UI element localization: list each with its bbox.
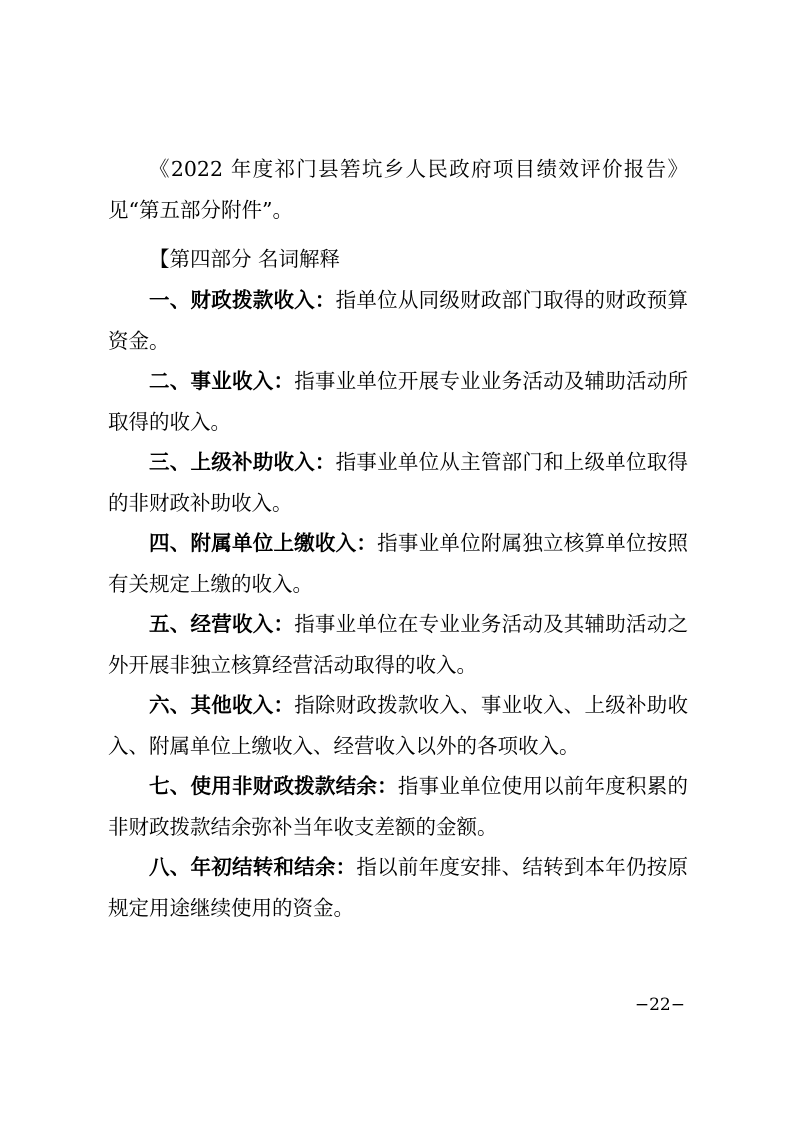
definition-8 xyxy=(108,847,688,929)
definition-desc: 指事业单位在专业业务活动及其辅助活动之外开展非独立核算经营活动取得的收入。 xyxy=(108,612,689,677)
definition-7 xyxy=(108,766,688,848)
definition-6 xyxy=(108,685,688,767)
definition-desc: 指事业单位附属独立核算单位按照有关规定上缴的收入。 xyxy=(108,531,688,596)
definition-1 xyxy=(108,280,688,362)
definition-term: 四、附属单位上缴收入： xyxy=(149,531,378,555)
definition-desc: 指事业单位从主管部门和上级单位取得的非财政补助收入。 xyxy=(108,450,689,515)
page-number: −22− xyxy=(634,995,685,1015)
definition-5 xyxy=(108,604,688,686)
definition-term: 五、经营收入： xyxy=(149,612,295,636)
definition-term: 三、上级补助收入： xyxy=(149,450,336,474)
definition-4 xyxy=(108,523,688,605)
definition-term: 八、年初结转和结余： xyxy=(149,855,357,879)
definition-desc: 指以前年度安排、结转到本年仍按原规定用途继续使用的资金。 xyxy=(108,855,689,920)
definition-desc: 指除财政拨款收入、事业收入、上级补助收入、附属单位上缴收入、经营收入以外的各项收入。 xyxy=(108,693,689,758)
section-heading: 【第四部分 名词解释 xyxy=(149,247,341,271)
definition-term: 六、其他收入： xyxy=(149,693,295,717)
definition-desc: 指事业单位开展专业业务活动及辅助活动所取得的收入。 xyxy=(108,369,689,434)
definition-desc: 指事业单位使用以前年度积累的非财政拨款结余弥补当年收支差额的金额。 xyxy=(108,774,689,839)
definition-2 xyxy=(108,361,688,443)
definition-term: 二、事业收入： xyxy=(149,369,295,393)
intro-paragraph xyxy=(108,149,688,231)
definition-3 xyxy=(108,442,688,524)
intro-text: 《2022 年度祁门县箬坑乡人民政府项目绩效评价报告》见“第五部分附件”。 xyxy=(108,157,688,222)
definition-term: 一、财政拨款收入： xyxy=(149,288,336,312)
definition-term: 七、使用非财政拨款结余： xyxy=(149,774,398,798)
definition-desc: 指单位从同级财政部门取得的财政预算资金。 xyxy=(108,288,689,353)
